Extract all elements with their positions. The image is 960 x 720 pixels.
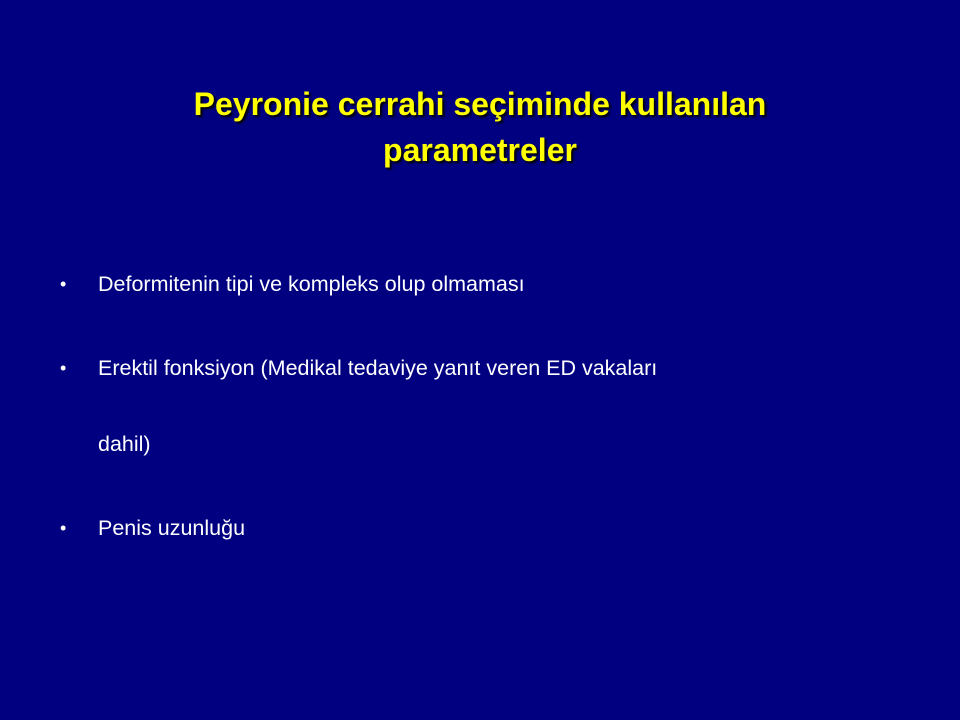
bullet-icon: • — [60, 274, 67, 294]
bullet-text: Penis uzunluğu — [98, 516, 246, 540]
bullet-item-deformity — [58, 246, 918, 322]
bullet-item-penis-length — [58, 490, 918, 566]
bullet-icon: • — [60, 358, 67, 378]
bullet-icon: • — [60, 518, 67, 538]
slide-title — [100, 81, 860, 173]
bullet-item-erectile-function — [58, 330, 918, 482]
slide-title-line-1: Peyronie cerrahi seçiminde kullanılan — [193, 86, 767, 123]
bullet-text: Deformitenin tipi ve kompleks olup olmaması — [98, 272, 525, 296]
bullet-list — [58, 246, 918, 574]
slide-title-line-2: parametreler — [383, 132, 577, 169]
bullet-text: Erektil fonksiyon (Medikal tedaviye yanıt veren ED vakaları — [98, 356, 658, 380]
bullet-text-continued: dahil) — [98, 432, 151, 456]
